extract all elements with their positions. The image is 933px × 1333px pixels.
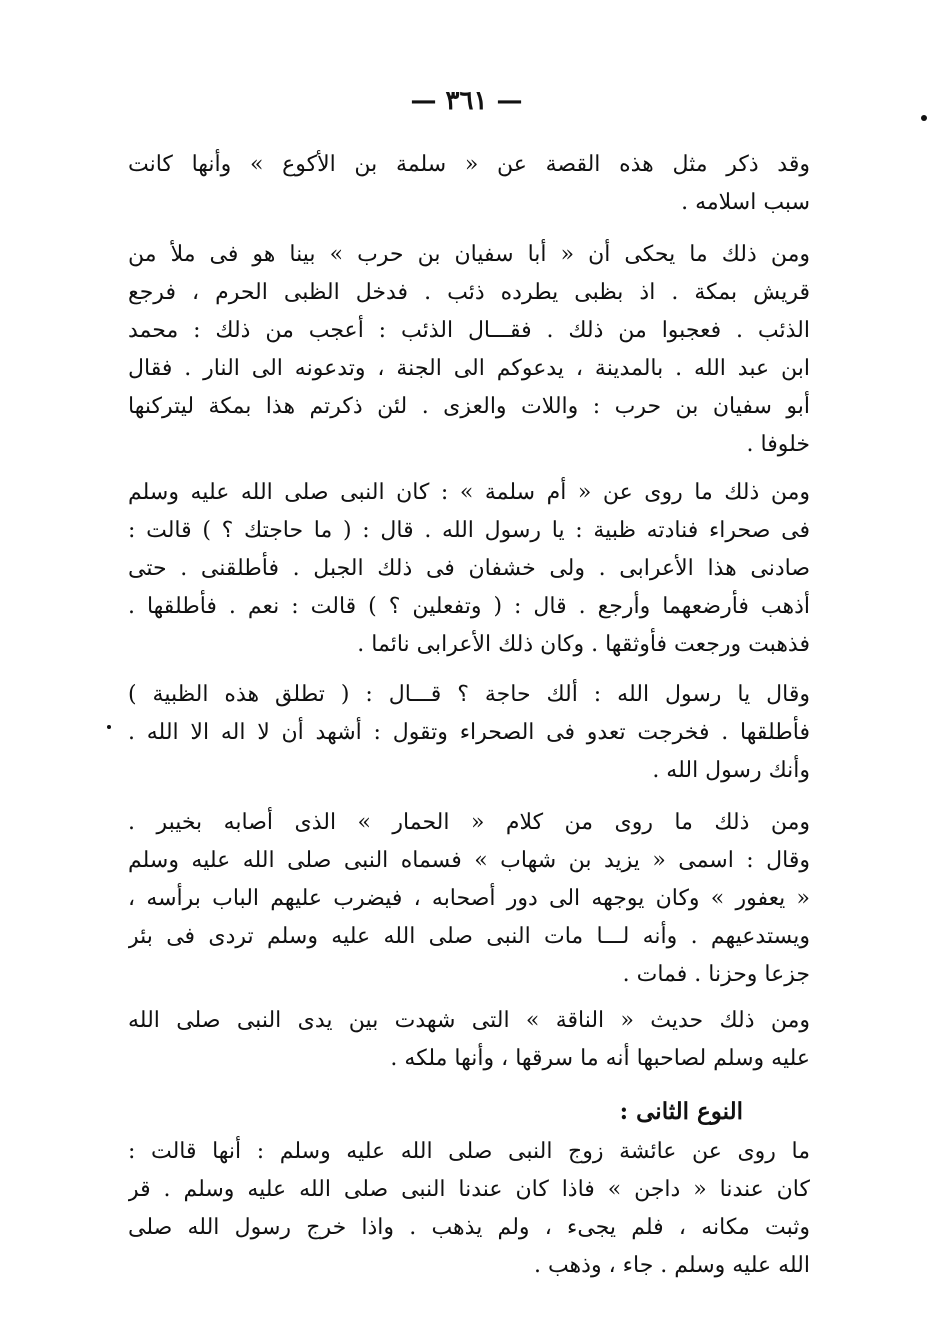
paragraph-7: [128, 1133, 810, 1285]
paragraph-6: [128, 1002, 810, 1078]
text-line: وقد ذكر مثل هذه القصة عن « سلمة بن الأكوع » وأنها كانت: [128, 152, 810, 177]
text-line: ومن ذلك ما يحكى أن « أبا سفيان بن حرب » بينا هو فى ملأ من: [128, 242, 810, 267]
text-line: سبب اسلامه .: [681, 190, 810, 215]
text-line: الذئب . فعجبوا من ذلك . فقـــال الذئب : أعجب من ذلك : محمد: [128, 318, 810, 343]
paragraph-2: [128, 236, 810, 464]
text-line: الله عليه وسلم . جاء ، وذهب .: [533, 1253, 810, 1278]
paragraph-5: [128, 804, 810, 994]
text-line: صادنى هذا الأعرابى . ولى خشفان فى ذلك الجبل . فأطلقنى . حتى: [128, 556, 810, 581]
text-line: « يعفور » وكان يوجهه الى دور أصحابه ، فيضرب عليهم الباب برأسه ،: [128, 886, 810, 911]
text-line: فذهبت ورجعت فأوثقها . وكان ذلك الأعرابى نائما .: [357, 632, 810, 657]
text-line: ومن ذلك حديث « الناقة » التى شهدت بين يدى النبى صلى الله: [128, 1008, 810, 1033]
text-line: ما روى عن عائشة زوج النبى صلى الله عليه وسلم : أنها قالت :: [128, 1139, 810, 1164]
text-line: وقال يا رسول الله : ألك حاجة ؟ قـــال : ( تطلق هذه الظبية ): [128, 682, 810, 707]
text-line: ابن عبد الله . بالمدينة ، يدعوكم الى الجنة ، وتدعونه الى النار . فقال: [128, 356, 810, 381]
paragraph-3: [128, 474, 810, 664]
text-line: وثبت مكانه ، فلم يجىء ، ولم يذهب . واذا خرج رسول الله صلى: [128, 1215, 810, 1240]
text-line: كان عندنا « داجن » فاذا كان عندنا النبى صلى الله عليه وسلم . قر: [128, 1177, 810, 1202]
text-line: جزعا وحزنا . فمات .: [622, 962, 810, 987]
scan-speck: [107, 725, 111, 729]
paragraph-1: [128, 146, 810, 222]
page-number: — ٣٦١ —: [410, 86, 523, 116]
text-line: خلوفا .: [746, 432, 810, 457]
text-line: فى صحراء فنادته ظبية : يا رسول الله . قال : ( ما حاجتك ؟ ) قالت :: [128, 518, 810, 543]
text-line: ويستدعيهم . وأنه لـــا مات النبى صلى الله عليه وسلم تردى فى بئر: [128, 924, 810, 949]
text-line: ومن ذلك ما روى من كلام « الحمار » الذى أصابه بخيبر .: [128, 810, 810, 835]
paragraph-4: [128, 676, 810, 790]
text-line: أذهب فأرضعهما وأرجع . قال : ( وتفعلين ؟ ) قالت : نعم . فأطلقها .: [128, 594, 810, 619]
scan-speck: [921, 115, 927, 121]
text-line: قريش بمكة . اذ بظبى يطرده ذئب . فدخل الظبى الحرم ، فرجع: [128, 280, 810, 305]
text-line: وقال : اسمى « يزيد بن شهاب » فسماه النبى صلى الله عليه وسلم: [128, 848, 810, 873]
text-line: وأنك رسول الله .: [652, 758, 810, 783]
text-line: فأطلقها . فخرجت تعدو فى الصحراء وتقول : أشهد أن لا اله الا الله .: [128, 720, 810, 745]
text-line: ومن ذلك ما روى عن « أم سلمة » : كان النبى صلى الله عليه وسلم: [128, 480, 810, 505]
text-line: أبو سفيان بن حرب : واللات والعزى . لئن ذكرتم هذا بمكة ليتركنها: [128, 394, 810, 419]
text-line: عليه وسلم لصاحبها أنه ما سرقها ، وأنها ملكه .: [390, 1046, 810, 1071]
section-heading: النوع الثانى :: [619, 1098, 743, 1125]
